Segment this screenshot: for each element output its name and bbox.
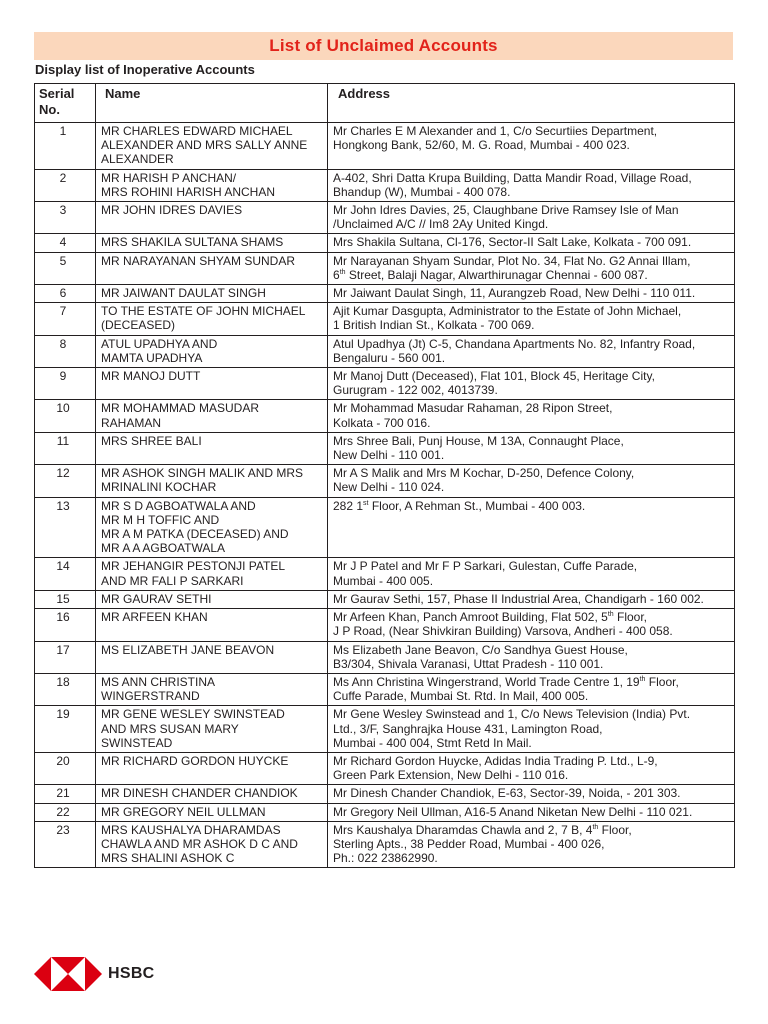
header-serial-line1: Serial <box>39 86 75 101</box>
serial-cell: 7 <box>35 303 96 335</box>
name-line: RAHAMAN <box>101 415 162 430</box>
name-line: MR NARAYANAN SHYAM SUNDAR <box>101 253 296 268</box>
name-line: MR S D AGBOATWALA AND <box>101 498 256 513</box>
address-line: Mr Mohammad Masudar Rahaman, 28 Ripon Street, <box>333 401 613 416</box>
address-line: Mrs Shree Bali, Punj House, M 13A, Connaught Place, <box>333 433 624 448</box>
serial-cell: 8 <box>35 335 96 367</box>
name-cell <box>96 590 328 608</box>
address-line: Gurugram - 122 002, 4013739. <box>333 383 498 398</box>
address-line: Mr Jaiwant Daulat Singh, 11, Aurangzeb Road, New Delhi - 110 011. <box>333 286 696 301</box>
name-line: MRS SHALINI ASHOK C <box>101 851 235 866</box>
table-row <box>35 821 735 868</box>
name-line: WINGERSTRAND <box>101 689 200 704</box>
name-line: MS ANN CHRISTINA <box>101 674 216 689</box>
serial-cell: 16 <box>35 609 96 641</box>
table-row <box>35 752 735 784</box>
table-row <box>35 400 735 432</box>
serial-cell: 12 <box>35 465 96 497</box>
name-cell <box>96 303 328 335</box>
table-row <box>35 803 735 821</box>
address-cell <box>328 303 735 335</box>
name-cell <box>96 432 328 464</box>
name-cell <box>96 558 328 590</box>
header-serial-line2: No. <box>39 102 60 117</box>
name-line: MR RICHARD GORDON HUYCKE <box>101 753 289 768</box>
serial-cell: 21 <box>35 785 96 803</box>
address-cell <box>328 803 735 821</box>
address-cell <box>328 234 735 252</box>
address-line: /Unclaimed A/C // Im8 2Ay United Kingd. <box>333 217 549 232</box>
address-line: Mumbai - 400 005. <box>333 573 434 588</box>
address-line: Mr Richard Gordon Huycke, Adidas India Trading P. Ltd., L-9, <box>333 753 658 768</box>
address-line: Mr Gene Wesley Swinstead and 1, C/o News Television (India) Pvt. <box>333 707 691 722</box>
title-bar <box>34 32 733 60</box>
address-line: Mr Charles E M Alexander and 1, C/o Securtiies Department, <box>333 124 658 138</box>
page-subtitle: Display list of Inoperative Accounts <box>35 62 255 77</box>
address-line: Mr J P Patel and Mr F P Sarkari, Gulestan, Cuffe Parade, <box>333 559 638 574</box>
name-line: AND MR FALI P SARKARI <box>101 573 244 588</box>
address-line: Bengaluru - 560 001. <box>333 350 446 365</box>
address-line: Atul Upadhya (Jt) C-5, Chandana Apartments No. 82, Infantry Road, <box>333 336 696 351</box>
name-line: MR GENE WESLEY SWINSTEAD <box>101 707 285 722</box>
serial-cell: 4 <box>35 234 96 252</box>
accounts-table <box>34 83 735 868</box>
header-name: Name <box>96 84 328 123</box>
name-cell <box>96 252 328 284</box>
address-cell <box>328 202 735 234</box>
table-row <box>35 285 735 303</box>
serial-cell: 2 <box>35 169 96 201</box>
address-line: Sterling Apts., 38 Pedder Road, Mumbai - 400 026, <box>333 836 605 851</box>
table-row <box>35 303 735 335</box>
name-line: MRS KAUSHALYA DHARAMDAS <box>101 822 281 837</box>
logo-text: HSBC <box>108 965 155 982</box>
name-line: MR GREGORY NEIL ULLMAN <box>101 804 266 819</box>
address-line: 6th Street, Balaji Nagar, Alwarthirunagar Chennai - 600 087. <box>333 267 648 282</box>
serial-cell: 9 <box>35 368 96 400</box>
serial-cell: 1 <box>35 123 96 170</box>
name-line: MR ARFEEN KHAN <box>101 610 208 625</box>
serial-cell: 20 <box>35 752 96 784</box>
table-row <box>35 123 735 170</box>
table-row <box>35 202 735 234</box>
name-line: (DECEASED) <box>101 318 176 333</box>
address-line: Mr A S Malik and Mrs M Kochar, D-250, Defence Colony, <box>333 466 635 481</box>
name-line: MRS ROHINI HARISH ANCHAN <box>101 184 276 199</box>
table-row <box>35 706 735 753</box>
name-line: MAMTA UPADHYA <box>101 350 203 365</box>
address-line: New Delhi - 110 024. <box>333 480 445 495</box>
name-cell <box>96 335 328 367</box>
serial-cell: 6 <box>35 285 96 303</box>
address-line: Ltd., 3/F, Sanghrajka House 431, Lamington Road, <box>333 721 603 736</box>
address-line: 282 1st Floor, A Rehman St., Mumbai - 400 003. <box>333 498 586 513</box>
address-cell <box>328 609 735 641</box>
address-line: Mr Narayanan Shyam Sundar, Plot No. 34, Flat No. G2 Annai Illam, <box>333 253 691 268</box>
name-line: MRINALINI KOCHAR <box>101 480 217 495</box>
serial-cell: 13 <box>35 497 96 558</box>
address-line: Mrs Kaushalya Dharamdas Chawla and 2, 7 B, 4th Floor, <box>333 822 632 837</box>
name-line: CHAWLA AND MR ASHOK D C AND <box>101 836 298 851</box>
name-line: MR JAIWANT DAULAT SINGH <box>101 286 266 301</box>
name-line: ALEXANDER <box>101 152 174 167</box>
name-cell <box>96 234 328 252</box>
header-serial <box>35 84 96 123</box>
hsbc-hexagon-logo-icon <box>34 957 102 991</box>
table-row <box>35 609 735 641</box>
serial-cell: 15 <box>35 590 96 608</box>
name-line: ALEXANDER AND MRS SALLY ANNE <box>101 138 308 153</box>
name-cell <box>96 803 328 821</box>
address-cell <box>328 752 735 784</box>
serial-cell: 19 <box>35 706 96 753</box>
serial-cell: 14 <box>35 558 96 590</box>
serial-cell: 3 <box>35 202 96 234</box>
page-title: List of Unclaimed Accounts <box>269 36 498 55</box>
name-cell <box>96 400 328 432</box>
name-cell <box>96 123 328 170</box>
name-cell <box>96 609 328 641</box>
address-cell <box>328 335 735 367</box>
address-line: A-402, Shri Datta Krupa Building, Datta Mandir Road, Village Road, <box>333 170 692 185</box>
address-cell <box>328 252 735 284</box>
name-line: MR CHARLES EDWARD MICHAEL <box>101 124 293 138</box>
name-cell <box>96 202 328 234</box>
name-line: MR DINESH CHANDER CHANDIOK <box>101 786 298 801</box>
name-cell <box>96 673 328 705</box>
address-line: New Delhi - 110 001. <box>333 448 445 463</box>
address-line: Mumbai - 400 004, Stmt Retd In Mail. <box>333 735 532 750</box>
serial-cell: 10 <box>35 400 96 432</box>
address-line: Cuffe Parade, Mumbai St. Rtd. In Mail, 400 005. <box>333 689 589 704</box>
name-cell <box>96 752 328 784</box>
table-row <box>35 252 735 284</box>
name-cell <box>96 785 328 803</box>
name-line: ATUL UPADHYA AND <box>101 336 218 351</box>
table-row <box>35 641 735 673</box>
address-line: Ajit Kumar Dasgupta, Administrator to the Estate of John Michael, <box>333 304 682 319</box>
address-cell <box>328 706 735 753</box>
serial-cell: 18 <box>35 673 96 705</box>
address-line: Mr Arfeen Khan, Panch Amroot Building, Flat 502, 5th Floor, <box>333 610 648 625</box>
address-line: Kolkata - 700 016. <box>333 415 431 430</box>
address-line: Bhandup (W), Mumbai - 400 078. <box>333 184 511 199</box>
table-row <box>35 673 735 705</box>
address-line: Mr Gregory Neil Ullman, A16-5 Anand Niketan New Delhi - 110 021. <box>333 804 693 819</box>
serial-cell: 11 <box>35 432 96 464</box>
name-line: MR A A AGBOATWALA <box>101 541 226 556</box>
table-row <box>35 590 735 608</box>
address-line: Hongkong Bank, 52/60, M. G. Road, Mumbai - 400 023. <box>333 138 630 153</box>
name-line: MS ELIZABETH JANE BEAVON <box>101 642 275 657</box>
table-row <box>35 465 735 497</box>
table-row <box>35 432 735 464</box>
address-cell <box>328 641 735 673</box>
address-line: Green Park Extension, New Delhi - 110 016. <box>333 768 569 783</box>
table-row <box>35 169 735 201</box>
name-line: MR GAURAV SETHI <box>101 591 212 606</box>
address-cell <box>328 285 735 303</box>
address-cell <box>328 497 735 558</box>
name-line: MR M H TOFFIC AND <box>101 512 220 527</box>
name-line: TO THE ESTATE OF JOHN MICHAEL <box>101 304 306 319</box>
table-row <box>35 234 735 252</box>
address-cell <box>328 785 735 803</box>
name-line: MR MOHAMMAD MASUDAR <box>101 401 259 416</box>
address-line: Ph.: 022 23862990. <box>333 851 438 866</box>
address-line: B3/304, Shivala Varanasi, Uttat Pradesh - 110 001. <box>333 656 604 671</box>
name-cell <box>96 706 328 753</box>
address-line: Ms Elizabeth Jane Beavon, C/o Sandhya Guest House, <box>333 642 628 657</box>
name-line: SWINSTEAD <box>101 735 173 750</box>
name-line: MR ASHOK SINGH MALIK AND MRS <box>101 466 304 481</box>
address-line: Mrs Shakila Sultana, Cl-176, Sector-II Salt Lake, Kolkata - 700 091. <box>333 235 692 250</box>
name-line: MRS SHREE BALI <box>101 433 202 448</box>
name-cell <box>96 821 328 868</box>
address-cell <box>328 368 735 400</box>
name-line: MRS SHAKILA SULTANA SHAMS <box>101 235 284 250</box>
address-cell <box>328 673 735 705</box>
address-line: Mr Gaurav Sethi, 157, Phase II Industrial Area, Chandigarh - 160 002. <box>333 591 704 606</box>
address-line: 1 British Indian St., Kolkata - 700 069. <box>333 318 535 333</box>
name-line: MR JOHN IDRES DAVIES <box>101 203 243 218</box>
serial-cell: 17 <box>35 641 96 673</box>
table-row <box>35 368 735 400</box>
address-cell <box>328 465 735 497</box>
address-cell <box>328 590 735 608</box>
name-cell <box>96 368 328 400</box>
address-cell <box>328 821 735 868</box>
name-cell <box>96 497 328 558</box>
name-line: MR MANOJ DUTT <box>101 369 201 384</box>
name-cell <box>96 285 328 303</box>
name-cell <box>96 465 328 497</box>
address-cell <box>328 558 735 590</box>
name-cell <box>96 641 328 673</box>
address-line: Ms Ann Christina Wingerstrand, World Trade Centre 1, 19th Floor, <box>333 674 679 689</box>
name-cell <box>96 169 328 201</box>
name-line: MR A M PATKA (DECEASED) AND <box>101 527 289 542</box>
serial-cell: 23 <box>35 821 96 868</box>
hsbc-logo <box>34 957 155 991</box>
address-cell <box>328 400 735 432</box>
name-line: MR HARISH P ANCHAN/ <box>101 170 237 185</box>
table-row <box>35 335 735 367</box>
address-line: Mr Manoj Dutt (Deceased), Flat 101, Block 45, Heritage City, <box>333 369 655 384</box>
table-row <box>35 558 735 590</box>
address-cell <box>328 432 735 464</box>
serial-cell: 5 <box>35 252 96 284</box>
serial-cell: 22 <box>35 803 96 821</box>
address-line: Mr Dinesh Chander Chandiok, E-63, Sector-39, Noida, - 201 303. <box>333 786 681 801</box>
table-row <box>35 497 735 558</box>
table-header-row <box>35 84 735 123</box>
address-line: J P Road, (Near Shivkiran Building) Varsova, Andheri - 400 058. <box>333 624 673 639</box>
header-address: Address <box>328 84 735 123</box>
table-row <box>35 785 735 803</box>
address-cell <box>328 169 735 201</box>
address-cell <box>328 123 735 170</box>
address-line: Mr John Idres Davies, 25, Claughbane Drive Ramsey Isle of Man <box>333 203 679 218</box>
name-line: MR JEHANGIR PESTONJI PATEL <box>101 559 286 574</box>
name-line: AND MRS SUSAN MARY <box>101 721 239 736</box>
